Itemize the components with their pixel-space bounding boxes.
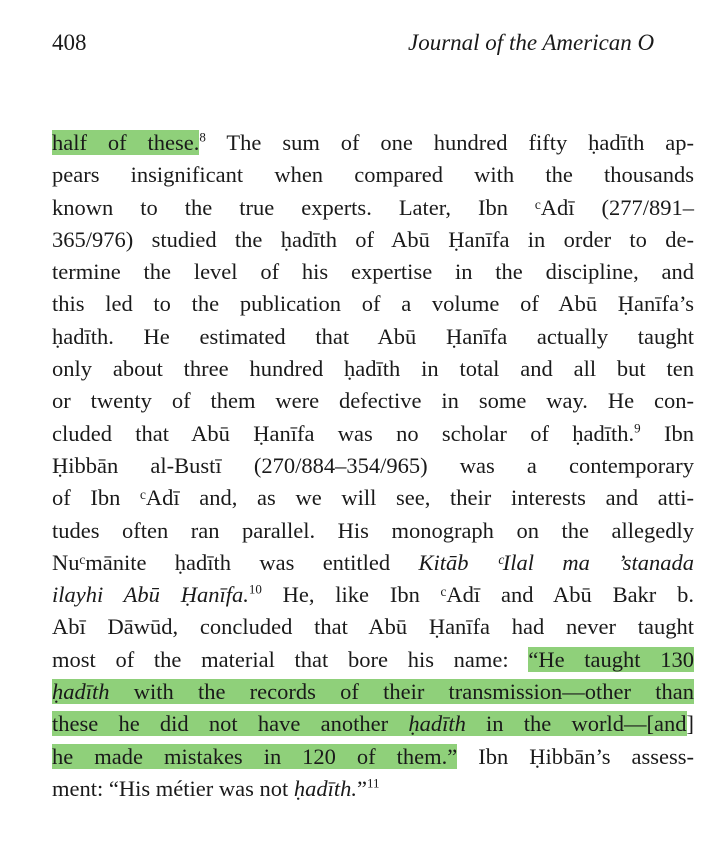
text-span: tudes often ran parallel. His monograph on the allegedly (52, 517, 694, 543)
page-header (52, 30, 714, 64)
text-line (52, 482, 694, 514)
text-span: this led to the publication of a volume of Abū Ḥanīfa’s (52, 291, 694, 317)
footnote-ref: 11 (366, 775, 380, 791)
text-span: He, like Ibn ᶜAdī and Abū Bakr b. (261, 582, 694, 608)
text-line (52, 256, 694, 288)
text-line (52, 579, 694, 611)
text-span: cluded that Abū Ḥanīfa was no scholar of ḥadīth. (52, 420, 635, 446)
text-line (52, 321, 694, 353)
text-span: only about three hundred ḥadīth in total and all but ten (52, 356, 694, 382)
text-span: Ibn Ḥibbān’s assess- (457, 743, 694, 769)
text-line (52, 159, 694, 191)
text-span: Kitāb ᶜIlal ma ’stanada (418, 549, 694, 575)
text-line (52, 450, 694, 482)
highlighted-text: he made mistakes in 120 of them.” (52, 743, 458, 769)
text-line (52, 773, 694, 805)
text-span: ment: “His métier was not (52, 775, 294, 801)
text-line (52, 708, 694, 740)
text-span: termine the level of his expertise in the discipline, and (52, 259, 694, 285)
highlighted-text: “He taught 130 (528, 646, 694, 672)
text-span: Abī Dāwūd, concluded that Abū Ḥanīfa had never taught (52, 614, 694, 640)
text-span: Nuᶜmānite ḥadīth was entitled (52, 549, 419, 575)
text-line (52, 644, 694, 676)
text-span: ” (356, 775, 367, 801)
text-line (52, 418, 694, 450)
text-line (52, 288, 694, 320)
highlighted-text: ḥadīth (52, 679, 110, 705)
body-paragraph (52, 127, 694, 805)
text-line (52, 676, 694, 708)
text-line (52, 127, 694, 159)
text-line (52, 547, 694, 579)
text-span: pears insignificant when compared with the thousands (52, 162, 694, 188)
text-span: 365/976) studied the ḥadīth of Abū Ḥanīfa in order to de- (52, 226, 694, 252)
text-span: most of the material that bore his name: (52, 646, 529, 672)
text-line (52, 353, 694, 385)
highlighted-text: in the world—[and (465, 711, 687, 737)
footnote-ref: 8 (199, 129, 206, 145)
text-line (52, 741, 694, 773)
page-number: 408 (52, 30, 87, 55)
text-span: of Ibn ᶜAdī and, as we will see, their interests and atti- (52, 485, 694, 511)
highlighted-text: these he did not have another (52, 711, 409, 737)
highlighted-text: half of these. (52, 130, 200, 155)
text-span: ḥadīth. (293, 775, 357, 801)
text-line (52, 515, 694, 547)
text-line (52, 385, 694, 417)
text-line (52, 224, 694, 256)
highlighted-text: with the records of their transmission—other than (109, 679, 694, 705)
text-span: ] (686, 711, 694, 737)
text-span: or twenty of them were defective in some way. He con- (52, 388, 694, 414)
text-span: ilayhi Abū Ḥanīfa. (52, 582, 249, 608)
text-line (52, 611, 694, 643)
highlighted-text: ḥadīth (408, 711, 466, 737)
text-span: known to the true experts. Later, Ibn ᶜAdī (277/891– (52, 194, 694, 220)
footnote-ref: 9 (634, 420, 641, 436)
text-line (52, 192, 694, 224)
text-span: ḥadīth. He estimated that Abū Ḥanīfa actually taught (52, 323, 694, 349)
running-head-title: Journal of the American O (408, 30, 655, 55)
text-span: Ibn (640, 420, 694, 446)
footnote-ref: 10 (248, 581, 262, 597)
text-span: The sum of one hundred fifty ḥadīth ap- (205, 130, 694, 155)
text-span: Ḥibbān al-Bustī (270/884–354/965) was a contemporary (52, 452, 694, 478)
